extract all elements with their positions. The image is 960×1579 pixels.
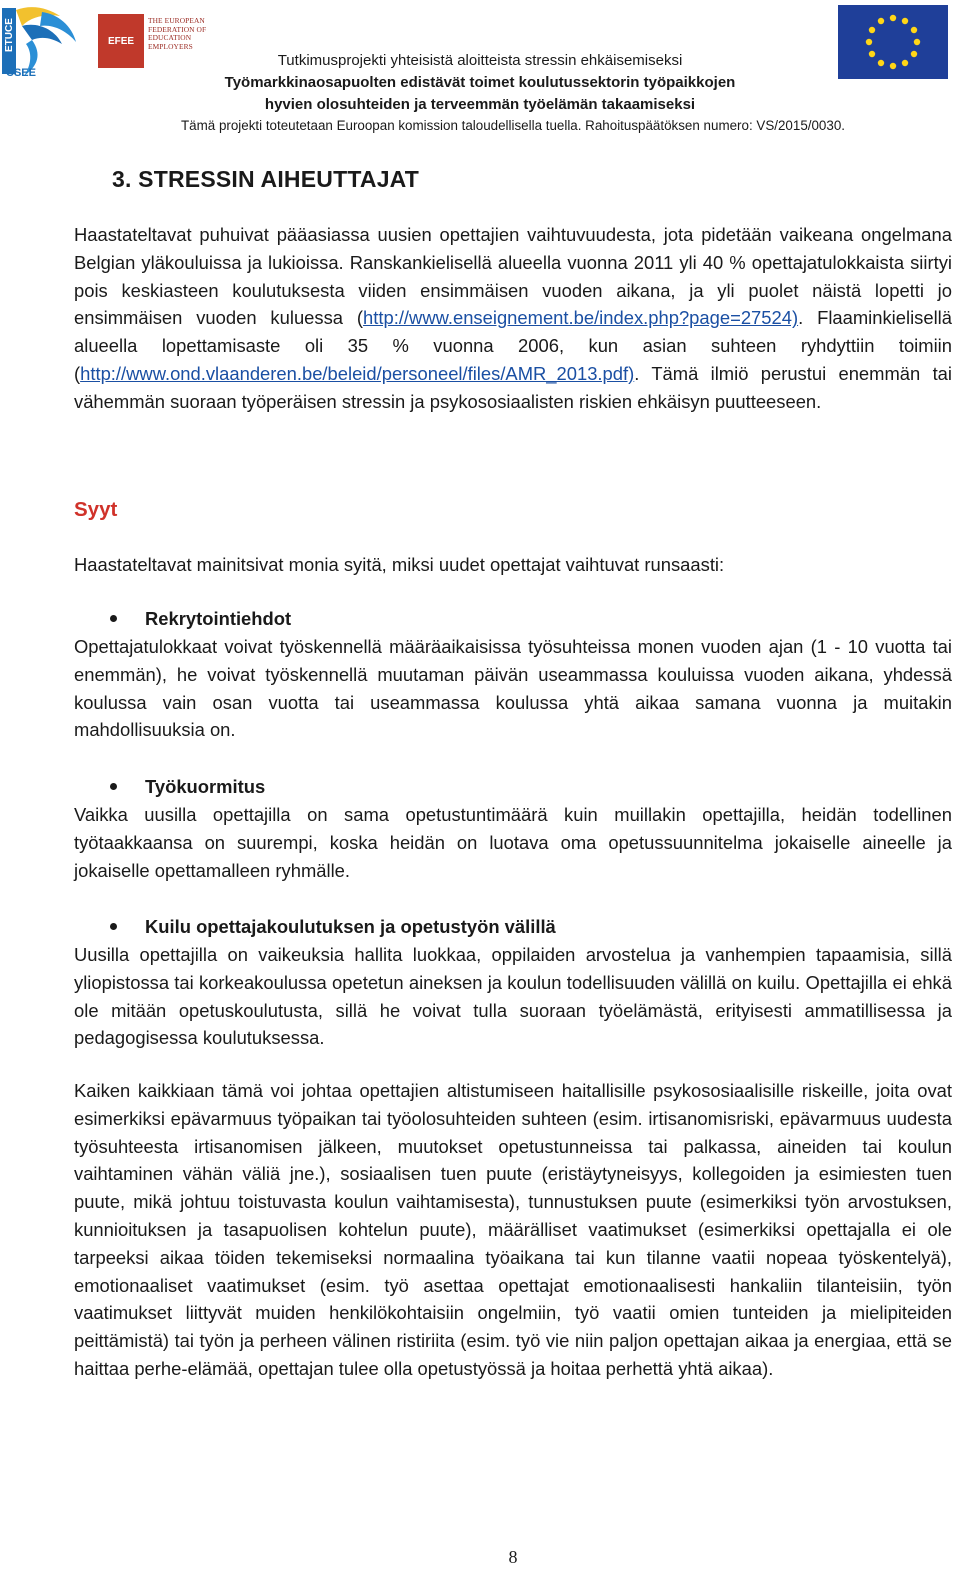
intro-paragraph <box>74 221 952 416</box>
etuce-logo <box>2 4 80 78</box>
bullet-dot <box>110 783 117 790</box>
efee-logo-box: EFEE <box>98 14 144 68</box>
bullet-kuilu <box>110 913 556 941</box>
bullet-title: Rekrytointiehdot <box>145 608 292 629</box>
intro-text-c: . Tämä ilmiö perustui enemmän tai vähemmän suoraan työperäisen stressin ja psykososiaalisten riskien ehkäisyn puutteeseen. <box>74 362 952 412</box>
intro-text-b: . Flaaminkielisellä alueella lopettamisaste oli 35 % vuonna 2006, kun asian suhteen ryhdyttiin toimiin ( <box>74 307 952 384</box>
etuce-logo-text: ETUCE <box>4 18 15 52</box>
bullet-text: Vaikka uusilla opettajilla on sama opetustuntimäärä kuin muillakin opettajilla, heidän todellinen työtaakkaansa on suurempi, koska heidän on luotava oma opetussuunnitelma jokaiselle aineelle ja jokaiselle opettamalleen ryhmälle. <box>74 804 952 881</box>
efee-logo-caption: THE EUROPEAN FEDERATION OF EDUCATION EMPLOYERS <box>148 16 207 51</box>
header-line-3: hyvien olosuhteiden ja terveemmän työelämän takaamiseksi <box>264 96 696 113</box>
bullet-rekrytointiehdot <box>110 605 291 633</box>
intro-text-a: Haastateltavat puhuivat pääasiassa uusien opettajien vaihtuvuudesta, jota pidetään vaikeana ongelmana Belgian yläkouluissa ja lukioissa. Ranskankielisellä alueella vuonna 2011 yli 40 % opettajatulokkaista siirtyi pois keskiasteen koulutuksesta viiden ensimmäisen vuoden aikana, ja yli puolet näistä lopetti jo ensimmäisen vuoden kuluessa ( <box>74 224 952 329</box>
bullet-tyokuormitus <box>110 773 265 801</box>
link-enseignement[interactable]: http://www.enseignement.be/index.php?page=27524) <box>363 307 799 329</box>
header-funding-note: Tämä projekti toteutetaan Euroopan komission taloudellisella tuella. Rahoituspäätöksen numero: VS/2015/0030. <box>181 118 845 133</box>
causes-lead: Haastateltavat mainitsivat monia syitä, miksi uudet opettajat vaihtuvat runsaasti: <box>74 554 725 575</box>
header-line-2: Työmarkkinaosapuolten edistävät toimet koulutussektorin työpaikkojen <box>224 74 736 91</box>
bullet-title: Työkuormitus <box>145 776 266 797</box>
causes-heading: Syyt <box>74 498 118 521</box>
header-line-1: Tutkimusprojekti yhteisistä aloitteista stressin ehkäisemiseksi <box>277 52 683 69</box>
bullet-dot <box>110 615 117 622</box>
csee-logo-text: CSEE <box>6 67 36 78</box>
section-title: 3. STRESSIN AIHEUTTAJAT <box>112 166 420 192</box>
page-number: 8 <box>508 1547 518 1567</box>
page-header <box>0 0 960 140</box>
bullet-text: Uusilla opettajilla on vaikeuksia hallita luokkaa, oppilaiden arvostelua ja vanhempien tapaamisia, sillä yliopistossa tai korkeakoulussa opetetun aineksen ja koulun todellisuuden välillä on kuilu. Opettajilla ei ehkä ole mitään opetuskoulutusta, sillä he voivat tulla suoraan työelämästä, erityisesti ammatillisessa ja pedagogisessa koulutuksessa. <box>74 944 952 1049</box>
link-vlaanderen[interactable]: http://www.ond.vlaanderen.be/beleid/personeel/files/AMR_2013.pdf) <box>80 362 635 384</box>
bullet-dot <box>110 923 117 930</box>
header-title-block <box>100 50 860 116</box>
conclusion-paragraph: Kaiken kaikkiaan tämä voi johtaa opettajien altistumiseen haitallisille psykososiaalisille riskeille, joita ovat esimerkiksi epävarmuus työpaikan tai työolosuhteiden suhteen (esim. irtisanomisriski, epävarmuus uudesta työsuhteesta irtisanomisen jälkeen, muutokset opetustunneissa tai palkassa, aineiden tai koulun vaihtaminen vähän väliä jne.), sosiaalisen tuen puute (eristäytyneisyys, kollegoiden ja esimiesten tuen puute, mikä johtuu toistuvasta koulun vaihtamisesta), tunnustuksen puute (esimerkiksi työn arvostuksen, kunnioituksen ja tasapuolisen kohtelun puute), määrälliset vaatimukset (esimerkiksi opettajalla ei ole tarpeeksi aikaa töiden tekemiseksi normaalina työaikana tai kun tilanne vaatii nopeaa työskentelyä), emotionaaliset vaatimukset (esim. työ asettaa opettajat emotionaalisesti hankaliin tilanteisiin, työn vaatimukset liittyvät muiden henkilökohtaisiin ongelmiin, työ vaatii omien tunteiden ja mielipiteiden peittämistä) tai työn ja perheen välinen ristiriita (esim. työ vie niin paljon opettajan aikaa ja energiaa, että se haittaa perhe-elämää, opettajan tulee olla opetustyössä ja hoitaa perhettä yhtä aikaa). <box>74 1080 952 1379</box>
bullet-text: Opettajatulokkaat voivat työskennellä määräaikaisissa työsuhteissa monen vuoden ajan (1 - 10 vuotta tai enemmän), he voivat työskennellä muutaman päivän useammassa kouluissa vuoden aikana, yhdessä koulussa vain osan vuotta tai useammassa koulussa yhtä aikaa samana vuonna ja muitakin mahdollisuuksia on. <box>74 636 952 741</box>
bullet-title: Kuilu opettajakoulutuksen ja opetustyön välillä <box>145 916 556 937</box>
